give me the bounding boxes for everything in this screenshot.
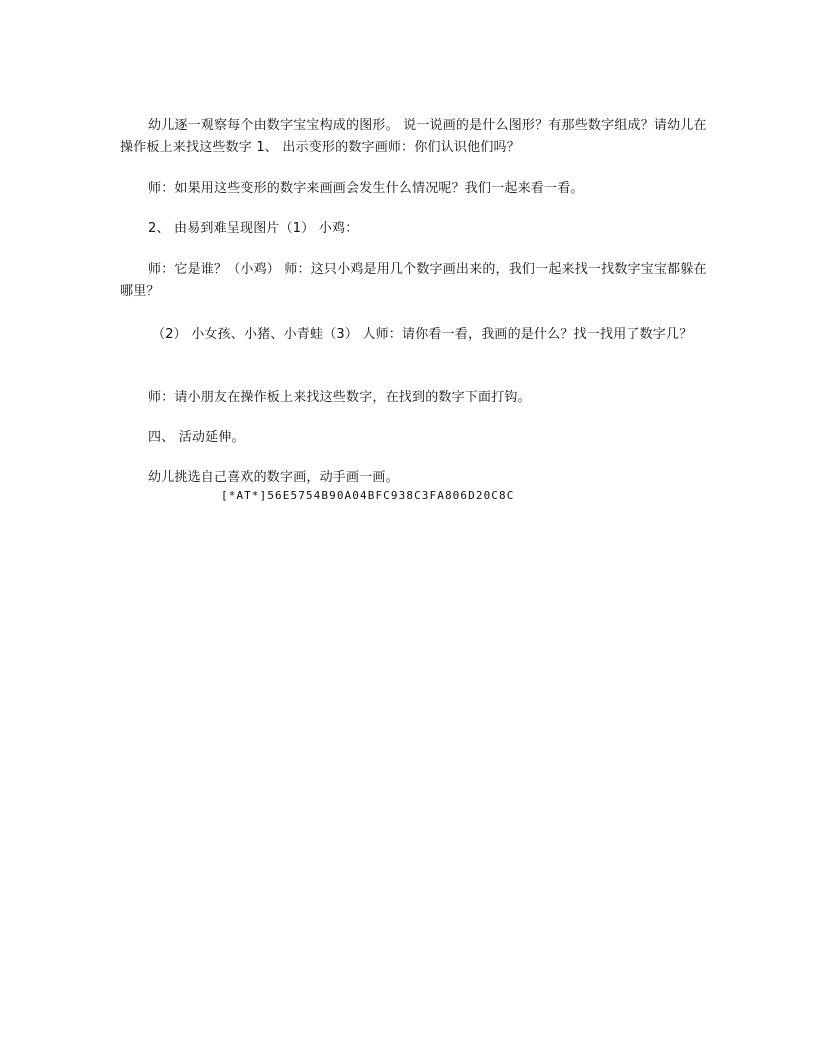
paragraph-observe-figures: 幼儿逐一观察每个由数字宝宝构成的图形。 说一说画的是什么图形？有那些数字组成？请幼儿在操作板上来找这些数字 1、 出示变形的数字画师：你们认识他们吗？ <box>120 118 707 155</box>
paragraph-teacher-question: 师：如果用这些变形的数字来画画会发生什么情况呢？我们一起来看一看。 <box>148 181 584 196</box>
paragraph-girl-pig-frog: （2） 小女孩、小猪、小青蛙（3） 人师：请你看一看，我画的是什么？找一找用了数字几？ <box>152 327 693 342</box>
paragraph-show-pictures: 2、 由易到难呈现图片（1） 小鸡： <box>148 221 359 236</box>
section-heading-activity-extension: 四、 活动延伸。 <box>148 430 245 445</box>
paragraph-choose-drawing: 幼儿挑选自己喜欢的数字画，动手画一画。 <box>148 470 399 485</box>
document-id-code: [*AT*]56E5754B90A04BFC938C3FA806D20C8C <box>221 489 515 502</box>
paragraph-chick-question: 师：它是谁？（小鸡） 师：这只小鸡是用几个数字画出来的，我们一起来找一找数字宝宝都躲在哪里？ <box>120 262 707 299</box>
paragraph-find-numbers: 师：请小朋友在操作板上来找这些数字，在找到的数字下面打钩。 <box>148 390 531 405</box>
